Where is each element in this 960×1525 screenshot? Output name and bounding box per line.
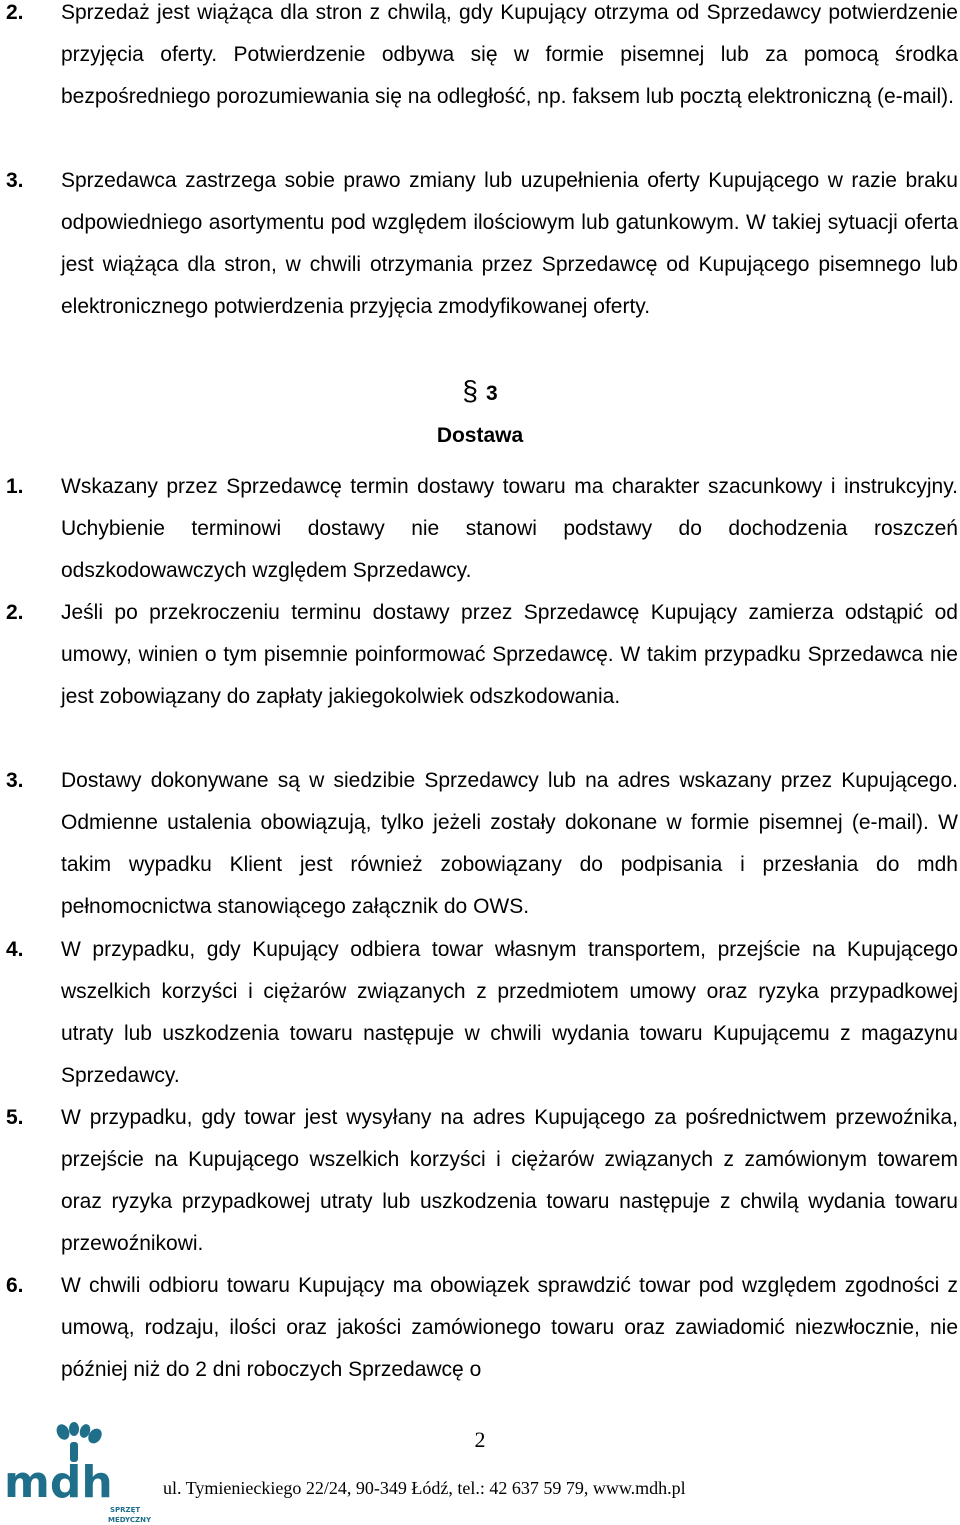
section-number: 3 [485, 382, 498, 405]
item-number: 1. [6, 475, 24, 498]
item-text: Sprzedawca zastrzega sobie prawo zmiany lub uzupełnienia oferty Kupującego w razie braku odpowiedniego asortymentu pod względem ilościowym lub gatunkowym. W takiej sytuacji oferta jest wiążąca dla stron, w chwili otrzymania przez Sprzedawcę od Kupującego pisemnego lub elektronicznego potwierdzenia przyjęcia zmodyfikowanej oferty. [61, 169, 958, 318]
section-number-line [0, 370, 960, 415]
item-number: 2. [6, 1, 24, 24]
logo-tagline-1: SPRZĘT [110, 1506, 141, 1514]
item-number: 5. [6, 1106, 24, 1129]
item-text: W przypadku, gdy towar jest wysyłany na adres Kupującego za pośrednictwem przewoźnika, przejście na Kupującego wszelkich korzyści i ciężarów związanych z zamówionym towarem oraz ryzyka przypadkowej utraty lub uszkodzenia towaru następuje z chwilą wydania towaru przewoźnikowi. [61, 1106, 958, 1255]
list-item [0, 929, 958, 1097]
item-number: 3. [6, 169, 24, 192]
list-item [0, 160, 958, 328]
item-text: Jeśli po przekroczeniu terminu dostawy przez Sprzedawcę Kupujący zamierza odstąpić od umowy, winien o tym pisemnie poinformować Sprzedawcę. W takim przypadku Sprzedawca nie jest zobowiązany do zapłaty jakiegokolwiek odszkodowania. [61, 601, 958, 708]
logo-wordmark: mdh [4, 1457, 113, 1508]
item-text: Sprzedaż jest wiążąca dla stron z chwilą, gdy Kupujący otrzyma od Sprzedawcy potwierdzenie przyjęcia oferty. Potwierdzenie odbywa się w formie pisemnej lub za pomocą środka bezpośredniego porozumiewania się na odległość, np. faksem lub pocztą elektroniczną (e-mail). [61, 1, 958, 108]
item-text: W chwili odbioru towaru Kupujący ma obowiązek sprawdzić towar pod względem zgodności z umową, rodzaju, ilości oraz jakości zamówionego towaru oraz zawiadomić niezwłocznie, nie później niż do 2 dni roboczych Sprzedawcę o [61, 1274, 958, 1381]
item-text: W przypadku, gdy Kupujący odbiera towar własnym transportem, przejście na Kupującego wszelkich korzyści i ciężarów związanych z przedmiotem umowy oraz ryzyka przypadkowej utraty lub uszkodzenia towaru następuje w chwili wydania towaru Kupującemu z magazynu Sprzedawcy. [61, 938, 958, 1087]
logo-tagline-2: MEDYCZNY [108, 1516, 152, 1524]
item-text: Wskazany przez Sprzedawcę termin dostawy towaru ma charakter szacunkowy i instrukcyjny. Uchybienie terminowi dostawy nie stanowi podstawy do dochodzenia roszczeń odszkodowawczych względem Sprzedawcy. [61, 475, 958, 582]
list-item [0, 0, 958, 118]
section-title: Dostawa [436, 424, 524, 447]
list-item [0, 592, 958, 718]
section-heading [0, 370, 960, 457]
footer-address: ul. Tymienieckiego 22/24, 90-349 Łódź, tel.: 42 637 59 79, www.mdh.pl [163, 1478, 686, 1498]
list-item [0, 1265, 958, 1391]
item-number: 4. [6, 938, 24, 961]
page-number: 2 [474, 1427, 486, 1452]
item-number: 6. [6, 1274, 24, 1297]
item-number: 3. [6, 769, 24, 792]
list-item [0, 1097, 958, 1265]
item-number: 2. [6, 601, 24, 624]
mdh-logo [2, 1422, 162, 1525]
list-item [0, 466, 958, 592]
item-text: Dostawy dokonywane są w siedzibie Sprzedawcy lub na adres wskazany przez Kupującego. Odmienne ustalenia obowiązują, tylko jeżeli zostały dokonane w formie pisemnej (e-mail). W takim wypadku Klient jest również zobowiązany do podpisania i przesłania do mdh pełnomocnictwa stanowiącego załącznik do OWS. [61, 769, 958, 918]
list-item [0, 760, 958, 928]
section-sign: § [462, 375, 478, 406]
